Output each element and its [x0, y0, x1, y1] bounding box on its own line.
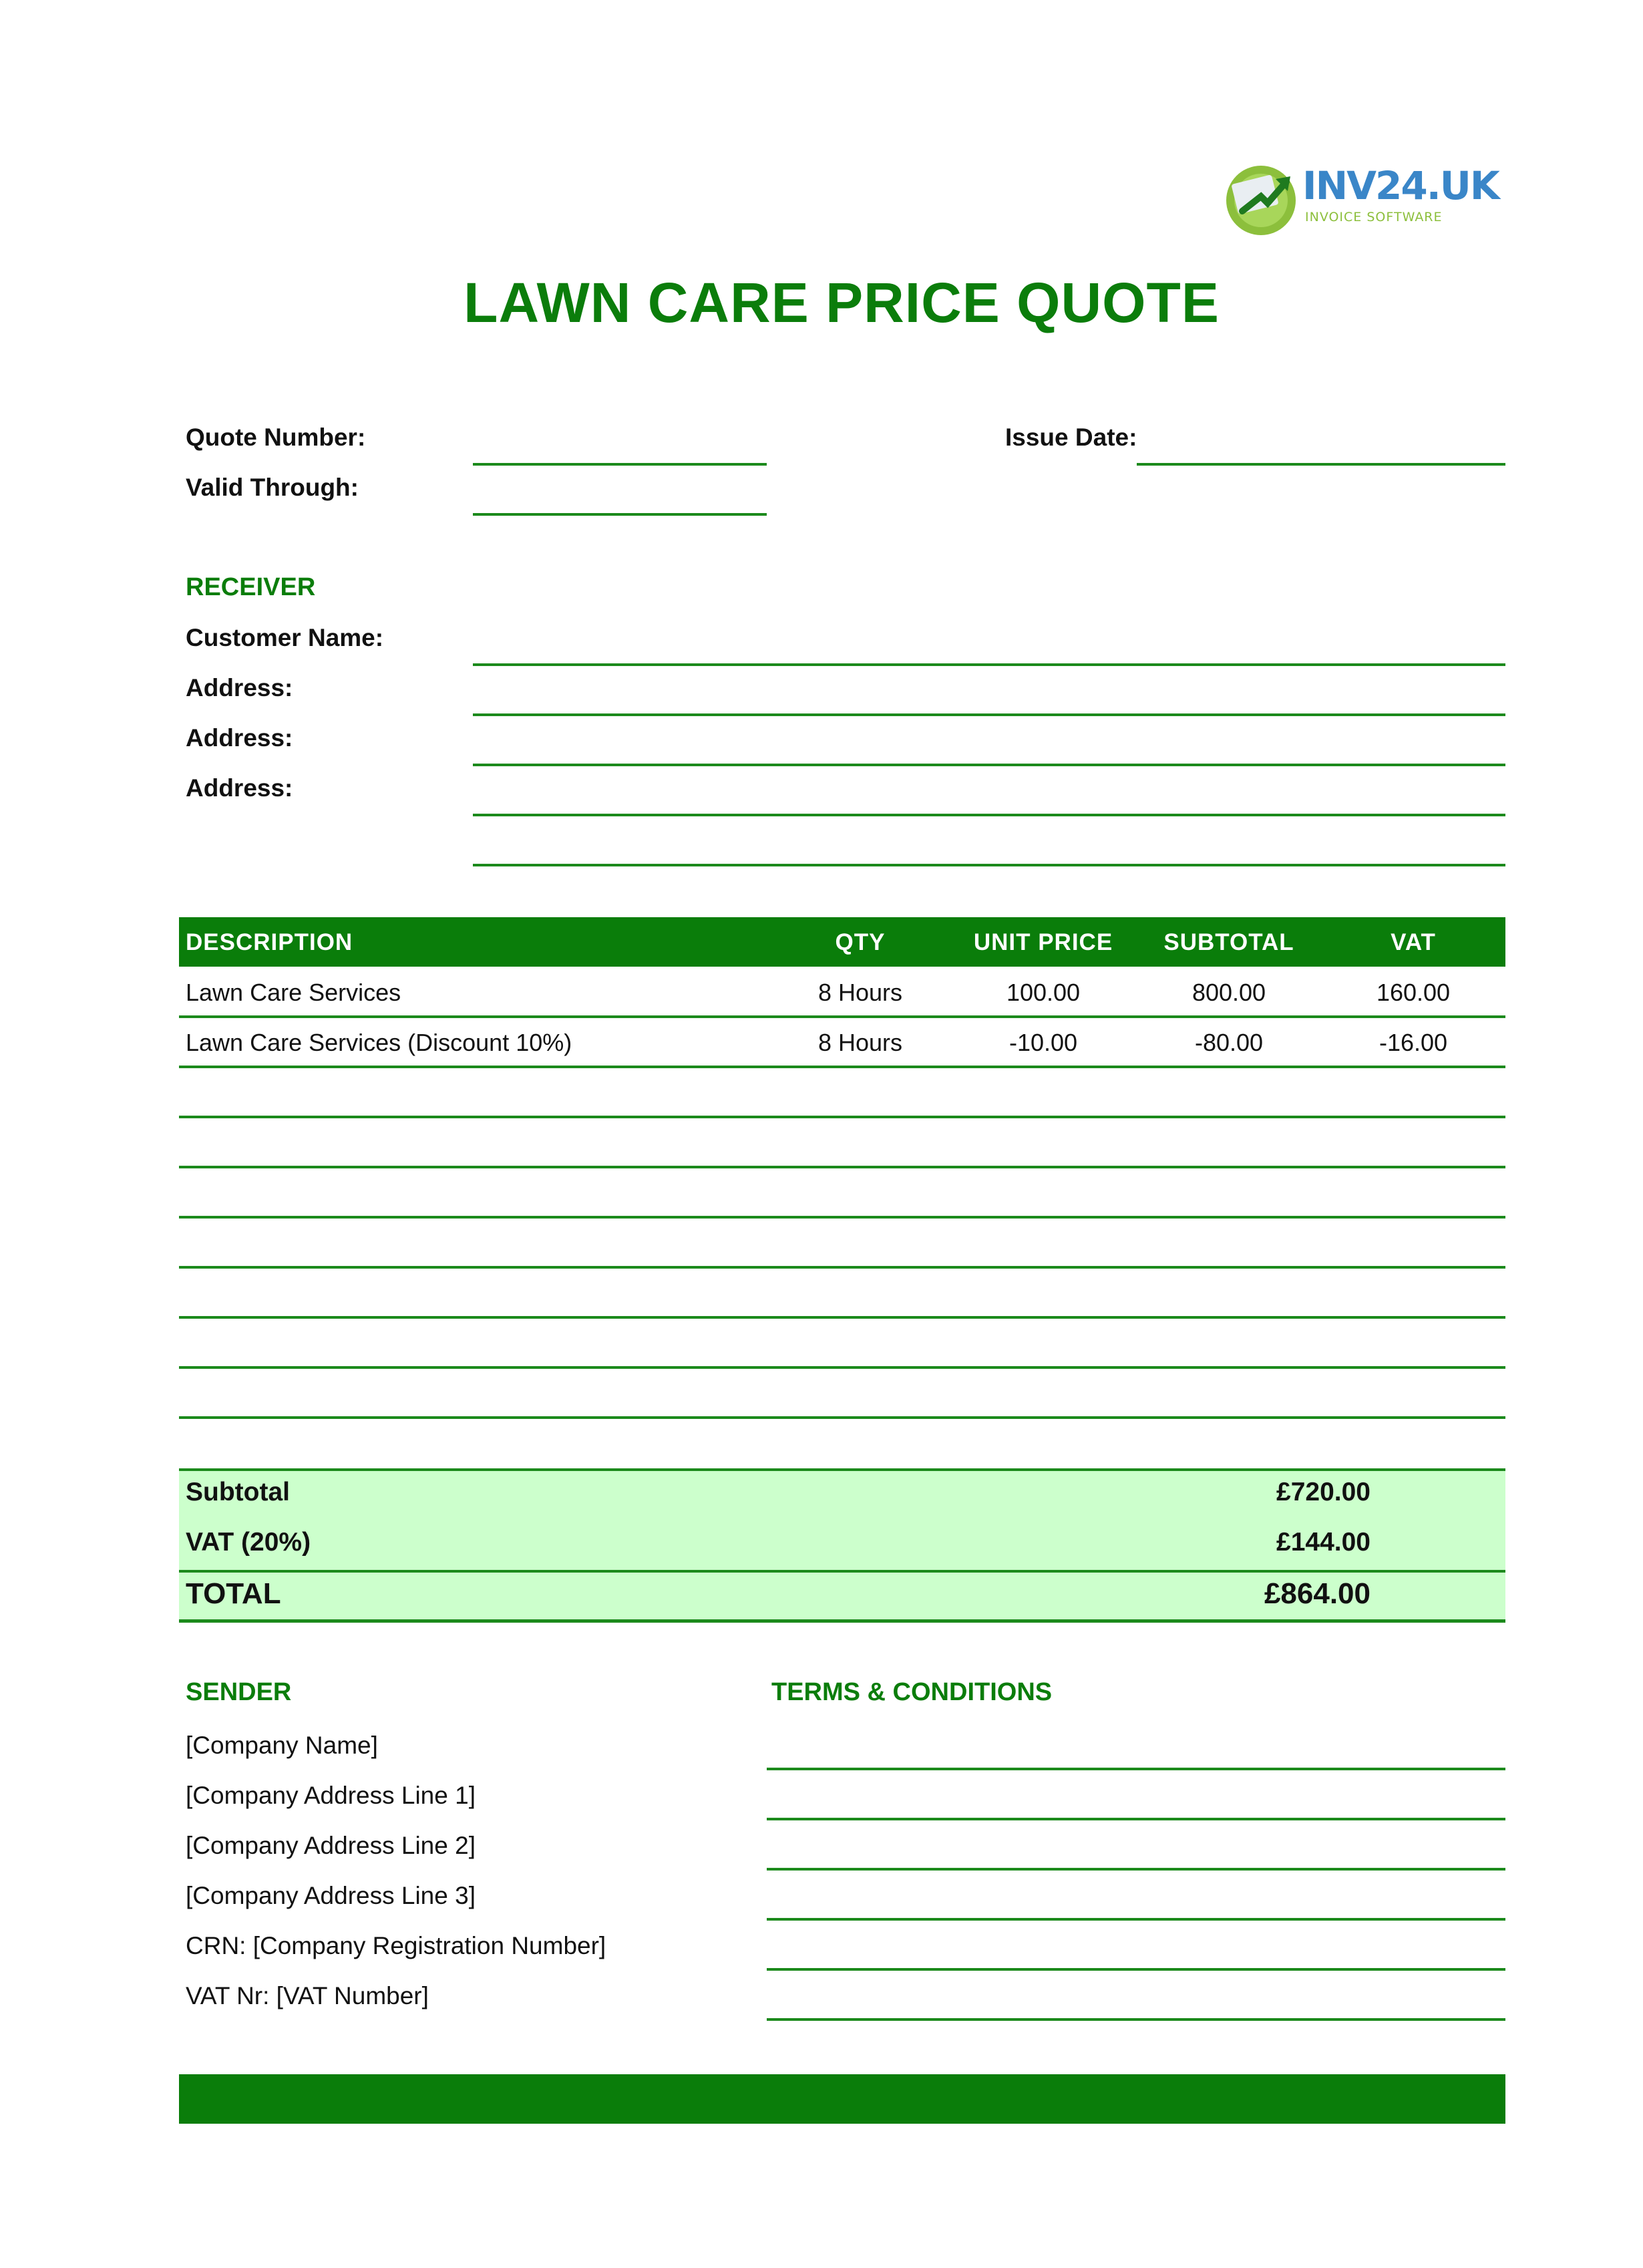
col-description: DESCRIPTION	[186, 929, 353, 955]
table-row	[179, 1017, 1505, 1067]
sender-vat-number: VAT Nr: [VAT Number]	[186, 1982, 429, 2009]
vat-label: VAT (20%)	[186, 1528, 311, 1557]
quote-number-label: Quote Number:	[186, 424, 366, 451]
vat-value: £144.00	[1276, 1528, 1371, 1557]
address-label-3: Address:	[186, 774, 293, 802]
col-subtotal: SUBTOTAL	[1163, 929, 1294, 955]
total-label: TOTAL	[186, 1577, 281, 1610]
address-field-2[interactable]	[473, 764, 1505, 766]
row-divider	[179, 1066, 1505, 1068]
row-divider	[179, 1416, 1505, 1419]
logo-tagline: INVOICE SOFTWARE	[1305, 210, 1443, 224]
row-qty: 8 Hours	[817, 1029, 903, 1056]
row-unit-price: 100.00	[1006, 979, 1081, 1006]
logo-name: INV24.UK	[1302, 163, 1499, 208]
sender-address-1: [Company Address Line 1]	[186, 1782, 476, 1809]
terms-line-1[interactable]	[767, 1768, 1505, 1770]
quote-number-field[interactable]	[473, 463, 767, 466]
terms-line-3[interactable]	[767, 1868, 1505, 1871]
brand-logo	[1222, 159, 1499, 239]
totals-bottom-border	[179, 1619, 1505, 1623]
row-subtotal: -80.00	[1194, 1029, 1264, 1056]
col-qty: QTY	[835, 929, 886, 955]
terms-heading: TERMS & CONDITIONS	[771, 1678, 1053, 1706]
page-title: LAWN CARE PRICE QUOTE	[464, 271, 1220, 334]
issue-date-label: Issue Date:	[1005, 424, 1137, 451]
customer-name-label: Customer Name:	[186, 624, 384, 651]
row-subtotal: 800.00	[1192, 979, 1266, 1006]
subtotal-value: £720.00	[1276, 1478, 1371, 1506]
footer-bar	[179, 2074, 1505, 2124]
row-unit-price: -10.00	[1009, 1029, 1078, 1056]
sender-company-name: [Company Name]	[186, 1732, 378, 1759]
row-divider	[179, 1166, 1505, 1168]
row-vat: 160.00	[1376, 979, 1451, 1006]
row-divider	[179, 1015, 1505, 1018]
row-divider	[179, 1116, 1505, 1118]
table-row	[179, 967, 1505, 1017]
row-divider	[179, 1316, 1505, 1319]
subtotal-label: Subtotal	[186, 1478, 290, 1506]
sender-crn: CRN: [Company Registration Number]	[186, 1932, 606, 1959]
customer-name-field[interactable]	[473, 663, 1505, 666]
totals-top-border	[179, 1468, 1505, 1471]
address-field-4[interactable]	[473, 864, 1505, 866]
row-divider	[179, 1266, 1505, 1269]
sender-address-3: [Company Address Line 3]	[186, 1882, 476, 1909]
row-description: Lawn Care Services (Discount 10%)	[186, 1029, 572, 1056]
terms-line-6[interactable]	[767, 2018, 1505, 2021]
address-label-1: Address:	[186, 674, 293, 701]
items-table-header	[179, 917, 1505, 967]
total-value: £864.00	[1264, 1577, 1371, 1610]
receiver-heading: RECEIVER	[186, 573, 316, 601]
valid-through-label: Valid Through:	[186, 474, 359, 501]
terms-line-4[interactable]	[767, 1918, 1505, 1921]
sender-heading: SENDER	[186, 1678, 292, 1706]
terms-line-2[interactable]	[767, 1818, 1505, 1820]
valid-through-field[interactable]	[473, 513, 767, 516]
row-description: Lawn Care Services	[186, 979, 401, 1006]
address-field-1[interactable]	[473, 713, 1505, 716]
total-divider	[179, 1570, 1505, 1573]
row-divider	[179, 1366, 1505, 1369]
col-vat: VAT	[1391, 929, 1436, 955]
col-unit-price: UNIT PRICE	[973, 929, 1113, 955]
address-field-3[interactable]	[473, 814, 1505, 816]
row-vat: -16.00	[1379, 1029, 1448, 1056]
row-qty: 8 Hours	[817, 979, 903, 1006]
sender-address-2: [Company Address Line 2]	[186, 1832, 476, 1859]
row-divider	[179, 1216, 1505, 1219]
issue-date-field[interactable]	[1137, 463, 1505, 466]
logo-icon	[1222, 159, 1302, 239]
terms-line-5[interactable]	[767, 1968, 1505, 1971]
address-label-2: Address:	[186, 724, 293, 752]
